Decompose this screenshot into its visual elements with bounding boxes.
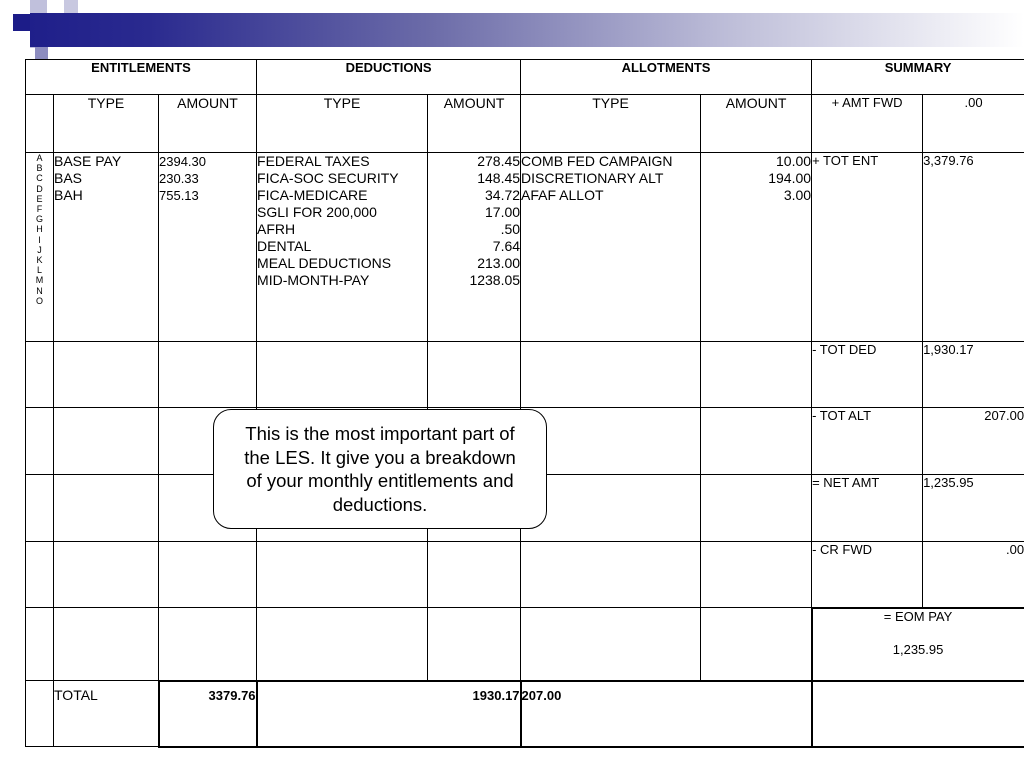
row-letter: B: [36, 163, 43, 174]
decor-square: [35, 46, 48, 59]
empty-cell: [701, 475, 812, 542]
empty-cell: [521, 542, 701, 608]
empty-cell: [701, 408, 812, 475]
row-letter: A: [36, 153, 43, 163]
ent-amount: 230.33: [159, 171, 199, 186]
empty-cell: [701, 542, 812, 608]
net-amt-value: 1,235.95: [923, 475, 1024, 542]
ded-amount: .50: [500, 221, 521, 237]
empty-cell: [54, 342, 159, 408]
deductions-header: DEDUCTIONS: [257, 60, 521, 95]
ded-type: MEAL DEDUCTIONS: [257, 255, 392, 271]
summary-header: SUMMARY: [812, 60, 1024, 95]
empty-cell: [26, 475, 54, 542]
ent-type: BASE PAY: [54, 153, 122, 169]
empty-cell: [159, 342, 257, 408]
empty-cell: [26, 408, 54, 475]
empty-cell: [159, 608, 257, 681]
empty-cell: [257, 342, 428, 408]
alt-amount-cell: [701, 153, 812, 342]
empty-cell: [257, 608, 428, 681]
empty-cell: [54, 408, 159, 475]
tot-ent-label: + TOT ENT: [812, 153, 923, 342]
decor-square: [13, 14, 30, 31]
ent-type: BAH: [54, 187, 83, 203]
eom-pay-label: = EOM PAY: [883, 608, 953, 624]
empty-cell: [54, 542, 159, 608]
alt-amount: 10.00: [776, 153, 812, 169]
total-deductions: 1930.17: [257, 681, 521, 747]
amt-fwd-label: + AMT FWD: [812, 95, 923, 153]
ded-amount: 278.45: [477, 153, 521, 169]
tot-ded-value: 1,930.17: [923, 342, 1024, 408]
empty-cell: [26, 608, 54, 681]
callout-line: of your monthly entitlements and: [246, 470, 514, 491]
alt-type: AFAF ALLOT: [521, 187, 604, 203]
empty-cell: [428, 342, 521, 408]
callout-line: This is the most important part of: [245, 423, 515, 444]
ded-amount-header: AMOUNT: [428, 95, 521, 153]
empty-cell: [54, 475, 159, 542]
alt-type: COMB FED CAMPAIGN: [521, 153, 673, 169]
row-letter: D: [36, 183, 43, 194]
cr-fwd-value: .00: [923, 542, 1024, 608]
row-letter: H: [36, 224, 43, 235]
ded-type: FICA-MEDICARE: [257, 187, 368, 203]
row-letter: G: [35, 214, 43, 225]
ent-amount-cell: [159, 153, 257, 342]
tot-ent-value: 3,379.76: [923, 153, 1024, 342]
ded-amount-cell: [428, 153, 521, 342]
total-label: TOTAL: [54, 681, 159, 747]
empty-cell: [428, 608, 521, 681]
tot-alt-label: - TOT ALT: [812, 408, 923, 475]
title-banner: [0, 0, 1024, 60]
callout-line: the LES. It give you a breakdown: [244, 446, 516, 468]
letter-column-header: [26, 95, 54, 153]
ent-type-cell: [54, 153, 159, 342]
ded-type-header: TYPE: [257, 95, 428, 153]
cr-fwd-label: - CR FWD: [812, 542, 923, 608]
allotments-header: ALLOTMENTS: [521, 60, 812, 95]
alt-type-cell: [521, 153, 701, 342]
total-summary-box: [812, 681, 1024, 747]
decor-square: [64, 0, 78, 14]
empty-cell: [521, 342, 701, 408]
empty-cell: [54, 608, 159, 681]
empty-cell: [428, 542, 521, 608]
banner-gradient-bar: [30, 13, 1024, 47]
row-letter: L: [36, 265, 42, 276]
ent-amount: 2394.30: [159, 154, 206, 169]
alt-type-header: TYPE: [521, 95, 701, 153]
row-letter-column: [26, 153, 54, 342]
row-letter: K: [36, 255, 43, 266]
les-table: [25, 59, 1024, 748]
ent-amount: 755.13: [159, 188, 199, 203]
ded-type: MID-MONTH-PAY: [257, 272, 370, 288]
alt-amount: 3.00: [783, 187, 812, 203]
empty-cell: [26, 681, 54, 747]
empty-cell: [521, 408, 701, 475]
total-entitlements: 3379.76: [159, 681, 257, 747]
row-letter: E: [36, 193, 43, 204]
alt-amount: 194.00: [768, 170, 812, 186]
entitlements-header: ENTITLEMENTS: [26, 60, 257, 95]
ded-type: FEDERAL TAXES: [257, 153, 370, 169]
ded-amount: 213.00: [477, 255, 521, 271]
row-letter: F: [36, 204, 43, 215]
empty-cell: [257, 542, 428, 608]
empty-cell: [159, 542, 257, 608]
empty-cell: [26, 342, 54, 408]
amt-fwd-value: .00: [923, 95, 1024, 153]
ded-type: AFRH: [257, 221, 296, 237]
alt-amount-header: AMOUNT: [701, 95, 812, 153]
decor-square: [30, 0, 47, 14]
empty-cell: [26, 542, 54, 608]
ded-amount: 148.45: [477, 170, 521, 186]
ent-amount-header: AMOUNT: [159, 95, 257, 153]
row-letter: N: [36, 285, 43, 296]
row-letter: J: [37, 244, 42, 255]
tot-ded-label: - TOT DED: [812, 342, 923, 408]
ded-amount: 1238.05: [469, 272, 521, 288]
ded-type: SGLI FOR 200,000: [257, 204, 377, 220]
ded-amount: 7.64: [492, 238, 521, 254]
ded-amount: 17.00: [485, 204, 521, 220]
row-letter: M: [35, 275, 44, 286]
ded-type-cell: [257, 153, 428, 342]
net-amt-label: = NET AMT: [812, 475, 923, 542]
ded-amount: 34.72: [485, 187, 521, 203]
ded-type: FICA-SOC SECURITY: [257, 170, 399, 186]
alt-type: DISCRETIONARY ALT: [521, 170, 664, 186]
explanation-callout: [213, 409, 547, 529]
empty-cell: [521, 475, 701, 542]
row-letter: O: [35, 295, 43, 306]
empty-cell: [701, 608, 812, 681]
eom-pay-box: [812, 608, 1024, 681]
empty-cell: [521, 608, 701, 681]
eom-pay-value: 1,235.95: [892, 641, 944, 657]
ded-type: DENTAL: [257, 238, 312, 254]
total-allotments: 207.00: [521, 681, 812, 747]
ent-type-header: TYPE: [54, 95, 159, 153]
empty-cell: [701, 342, 812, 408]
ent-type: BAS: [54, 170, 83, 186]
row-letter: I: [38, 234, 41, 245]
tot-alt-value: 207.00: [923, 408, 1024, 475]
row-letter: C: [36, 173, 43, 184]
callout-line: deductions.: [332, 493, 428, 515]
